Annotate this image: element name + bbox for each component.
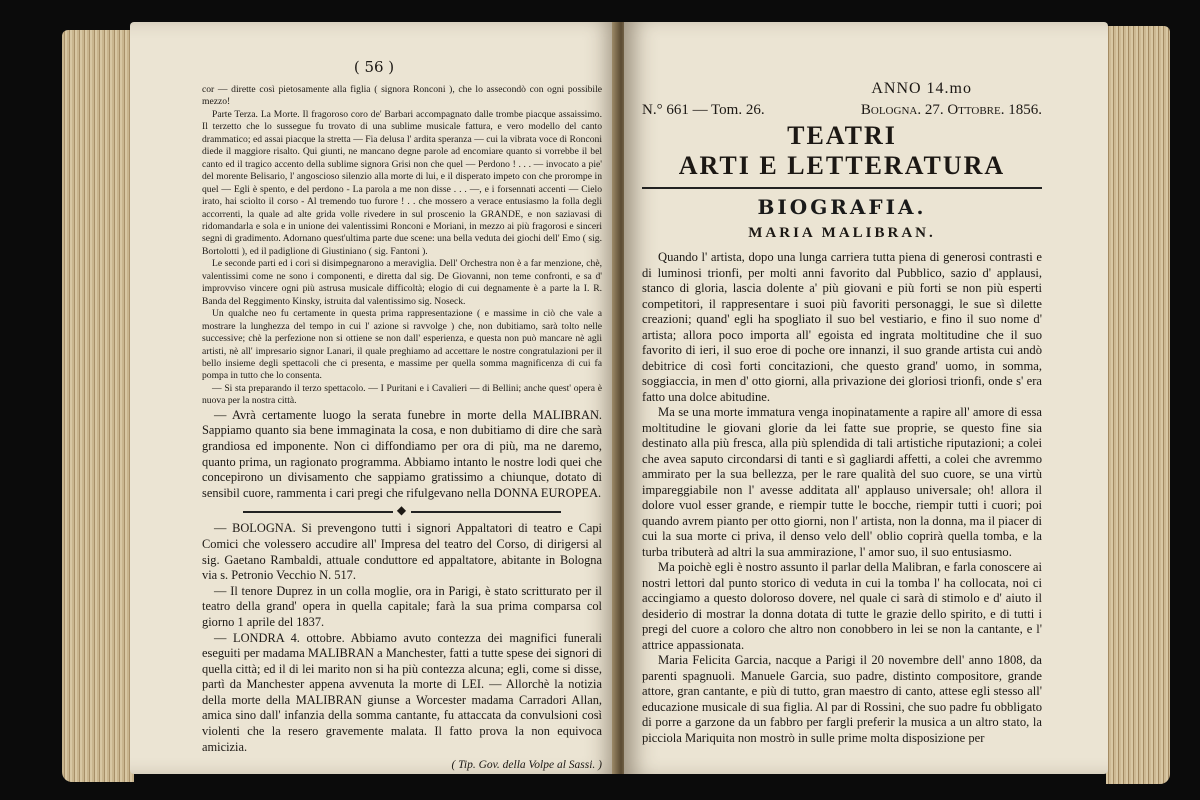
paragraph: — Il tenore Duprez in un colla moglie, ora in Parigi, è stato scritturato per il teatro della grand' opera in quella capitale; farà la sua prima comparsa col giorno 1 aprile del 1837. <box>202 583 602 629</box>
page-number: ( 56 ) <box>353 58 395 76</box>
printer-colophon: ( Tip. Gov. della Volpe al Sassi. ) <box>451 759 602 772</box>
paragraph: Ma poichè egli è nostro assunto il parlar della Malibran, e farla conoscere ai nostri lettori dal punto storico di veduta in cui la tomba l' ha collocata, noi ci accingiamo a questo doloroso dovere, nel quale ci sarà di stimolo e d' aiuto il desiderio di mostrar la donna dotata di tutte le grazie dello spirito, e di tutti i pregi del cuore a coloro che altro non conobbero in lei se non la cantante, e l' attrice appassionata. <box>642 560 1042 652</box>
paragraph: — Si sta preparando il terzo spettacolo. — I Puritani e i Cavalieri — di Bellini; anche quest' opera è nuova per la nostra città. <box>202 382 602 407</box>
news-block <box>202 521 602 755</box>
year-label: ANNO 14.mo <box>871 80 972 97</box>
issue-date: Bologna. 27. Ottobre. 1856. <box>860 102 1042 118</box>
open-book <box>62 18 1170 788</box>
paragraph: Quando l' artista, dopo una lunga carriera tutta piena di generosi contrasti e di luminosi trionfi, per molti anni favorito dal Pubblico, sazio d' applausi, stanco di gloria, lascia dolente a' più giovani e più forti se non più esperti competitori, il rappresentare i suoi più favoriti personaggi, le sue sì dilette creazioni; quand' egli ha spogliato il suo bel vestiario, e fino il suo nome d' artista; allora poco importa all' egoista ed ingrata moltitudine che il suo favorito di ieri, il suo eroe di poche ore innanzi, il suo grande artista cui andò debitrice di così forti concitazioni, che questo grand' uomo, in somma, soggiaccia, in men d' otto giorni, alla privazione dei gloriosi trionfi, onde s' era fatto una dolce abitudine. <box>642 250 1042 404</box>
right-page <box>624 22 1108 774</box>
paragraph: cor — dirette così pietosamente alla figlia ( signora Ronconi ), che lo assecondò con ogni possibile mezzo! <box>202 84 602 108</box>
section-heading: BIOGRAFIA. <box>757 195 927 219</box>
masthead-title-line2: ARTI E LETTERATURA <box>678 151 1006 180</box>
right-column <box>642 80 1042 746</box>
paragraph: Maria Felicita Garcia, nacque a Parigi il 20 novembre dell' anno 1808, da parenti spagnuoli. Manuele Garcia, suo padre, distinto compositore, grande attore, gran cantante, e più di tutto, gran maestro di canto, attese egli stesso all' educazione musicale di sua figlia. Al par di Rossini, che suo padre fu obbligato di porre a garzone da un fabbro per fargli preferir la musica a un altro stato, la picciola Mariquita non mostrò in sulle prime molta disposizione per <box>642 653 1042 745</box>
paragraph: Ma se una morte immatura venga inopinatamente a rapire all' amore di essa moltitudine le giovani glorie da lei fatte sue proprie, se questo fine sia destinato alla più fresca, alla più splendida di tali artistiche riputazioni; a colei che avea saputo circondarsi di tanti e sì gagliardi affetti, a colei che avremmo ammirato per la sua bellezza, per le rare qualità del suo cuore, se una virtù impareggiabile non l' avesse additata all' applauso universale; oh! allora il dolore vuol esser grande, e riempir tutte le bocche, riempir tutti i cuori; poi quando avrem pianto per otto giorni, non l' artista, non la donna, ma il piacer di cui la sua morte ci priva, il denso velo dell' oblio coprirà quella tomba, e la turba tributerà ad altri la sua ammirazione, l' amor suo, il suo entusiasmo. <box>642 405 1042 559</box>
issue-number: N.° 661 — Tom. 26. <box>642 102 765 118</box>
small-text-block <box>202 84 602 408</box>
left-page-edges <box>62 30 134 782</box>
paragraph: — Avrà certamente luogo la serata funebre in morte della MALIBRAN. Sappiamo quanto sia bene immaginata la cosa, e non dubitiamo di dire che sarà grandiosa ed imponente. Non ci diffondiamo per ora di più, ma ne daremo, quanto prima, un ragionato programma. Abbiamo intanto le nostre lodi quei che concepirono un divisamento che sappiamo gratissimo a chiunque, dotato di sensibil cuore, rammenta i cari pregi che rifulgevano nella DONNA EUROPEA. <box>202 407 602 500</box>
masthead-title-line1: TEATRI <box>787 121 897 150</box>
paragraph: — LONDRA 4. ottobre. Abbiamo avuto contezza dei magnifici funerali eseguiti per madama MALIBRAN a Manchester, fatti a tutte spese dei signori di quella città; ed il di lei marito non si ha più contezza alcuna; egli, come si disse, partì da Manchester appena avvenuta la morte di LEI. — Allorchè la notizia della morte della MALIBRAN giunse a Worcester madama Carradori Allan, amica sino dall' infanzia della somma cantante, fu attaccata da convulsioni così violenti che la resero gravemente malata. Il fatto prova la non equivoca amicizia. <box>202 630 602 754</box>
left-column <box>202 84 602 771</box>
article-subject: MARIA MALIBRAN. <box>748 225 936 241</box>
malibran-notice <box>202 408 602 502</box>
issue-line <box>642 102 1042 119</box>
left-page <box>130 22 618 774</box>
ornamental-divider: ◆ <box>202 503 602 518</box>
masthead-rule <box>642 187 1042 189</box>
paragraph: Parte Terza. La Morte. Il fragoroso coro de' Barbari accompagnato dalle trombe piacque assaissimo. Il terzetto che lo sussegue fu trovato di una sublime musicale fattura, e vero modello del canto drammatico; ed assai piacque la stretta — Fia delusa l' ardita speranza — cui la vibrata voce di Ronconi diede il maggiore risalto. Qui giunti, ne mancano degne parole ad encomiare quanto si vorrebbe il bel canto ed il tragico accento della sublime signora Grisi non che quel — Perdono ! . . . — invocato a pie' del morente Belisario, l' angoscioso silenzio alla morte di lui, e il disperato impeto con che prorompe in quel — Egli è spento, e del perdono - La parola a me non disse . . . —, e i forsennati accenti — Cielo irato, hai sciolto il corso - Al tremendo tuo furore ! . . che mossero a verace entusiasmo la folla degli accorrenti, la quale ad alte grida volle rivedere in sul proscenio la GRANDE, e non saziavasi di ridomandarla e sola e in unione dei valentissimi Ronconi e Moriani, in mezzo ai più fragorosi e sinceri segni di gradimento. Adornano quest'ultima parte due scene: una bella veduta dei giochi dell' Emo ( sig. Bortolotti ), ed il padiglione di Giustiniano ( sig. Fantoni ). <box>202 108 602 257</box>
paragraph: Un qualche neo fu certamente in questa prima rappresentazione ( e massime in ciò che vale a mostrare la lunghezza del tempo in cui l' azione si ravvolge ) che, non dubitiamo, sarà tolto nelle successive; chè la perfezione non si ottiene se non dall' esperienza, e questa non può mancare nè agli artisti, nè all' impresario signor Lanari, il quale preghiamo ad accettare le nostre congratulazioni per il bello insieme degli spettacoli che ci presenta, e massime per quella somma magnificenza di cui fa pompa in tutto che lo consenta. <box>202 308 602 382</box>
paragraph: — BOLOGNA. Si prevengono tutti i signori Appaltatori di teatro e Capi Comici che volessero accudire all' Impresa del teatro del Corso, di dirigersi al sig. Gaetano Rambaldi, attuale conduttore ed appaltatore, abitante in Bologna via s. Petronio Vecchio N. 517. <box>202 521 602 583</box>
right-page-edges <box>1106 26 1170 784</box>
article-body <box>642 250 1042 746</box>
paragraph: Le seconde parti ed i cori si disimpegnarono a meraviglia. Dell' Orchestra non è a far menzione, chè, valentissimi come ne sono i componenti, e diretta dal sig. De Giovanni, non teme confronti, e sa d' improvviso vincere ogni più astrusa musicale difficoltà; elogio di cui degnamente è a parte la I. R. Banda del Reggimento Kinsky, istruita dal valentissimo sig. Noseck. <box>202 258 602 307</box>
